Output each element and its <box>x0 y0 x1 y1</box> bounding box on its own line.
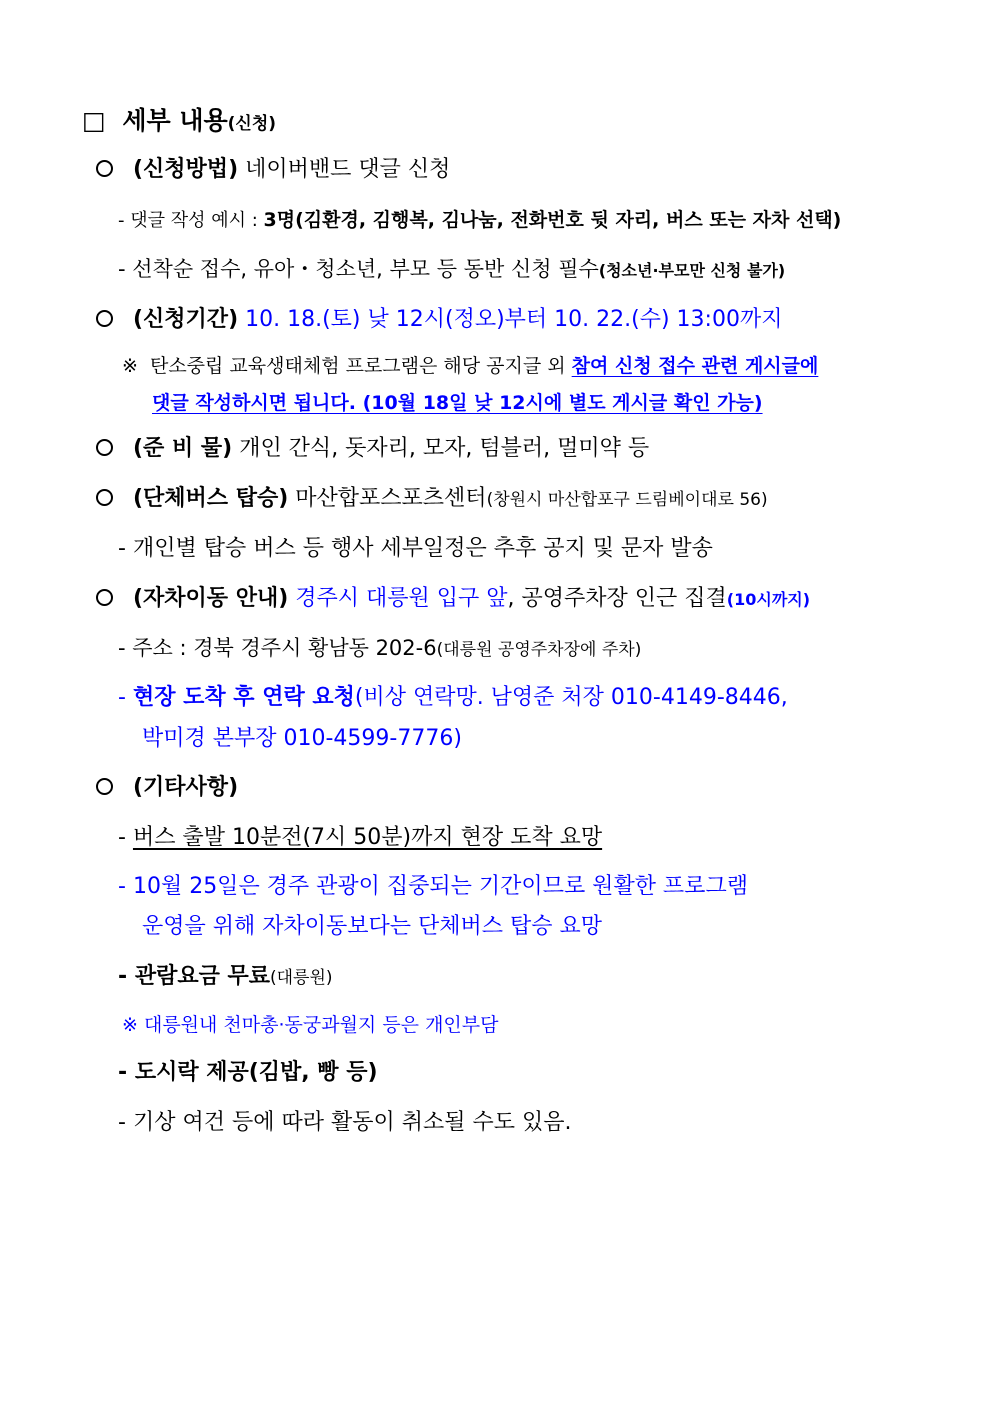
item-text: 10. 18.(토) 낮 12시(정오)부터 10. 22.(수) 13:00까지 <box>245 307 783 332</box>
item-label: (자차이동 안내) <box>133 586 289 611</box>
sub-item-weather <box>118 1110 571 1136</box>
sub-item-tourism-cont: 운영을 위해 자차이동보다는 단체버스 탑승 요망 <box>142 914 603 939</box>
heading-title: 세부 내용 <box>122 106 228 135</box>
note-link-part1: 참여 신청 접수 관련 게시글에 <box>571 355 819 377</box>
sub-text: 관람요금 무료 <box>134 964 270 989</box>
item-text: 네이버밴드 댓글 신청 <box>245 157 451 182</box>
sub-suffix: (대릉원) <box>269 968 333 988</box>
item-other <box>96 775 238 801</box>
dash: - <box>118 964 128 989</box>
dash: - <box>118 1110 126 1135</box>
item-label: (기타사항) <box>133 775 239 800</box>
sub-item-admission <box>118 964 333 990</box>
dash: - <box>118 685 126 710</box>
item-self-drive <box>96 586 810 612</box>
heading-suffix: (신청) <box>227 114 277 134</box>
item-supplies <box>96 436 649 462</box>
dash: - <box>118 536 126 561</box>
circle-bullet-icon <box>96 489 113 506</box>
sub-text: 10월 25일은 경주 관광이 집중되는 기간이므로 원활한 프로그램 <box>132 874 748 899</box>
sub-suffix: (대릉원 공영주차장에 주차) <box>436 640 642 660</box>
sub-text: 개인별 탑승 버스 등 행사 세부일정은 추후 공지 및 문자 발송 <box>132 536 713 561</box>
item-group-bus <box>96 486 768 512</box>
checkbox-glyph: □ <box>82 106 106 135</box>
note-admission: ※ 대릉원내 천마총·동궁과월지 등은 개인부담 <box>122 1014 499 1036</box>
sub-item-tourism <box>118 874 748 900</box>
sub-item-bus-schedule <box>118 536 713 562</box>
sub-text: 3명(김환경, 김행복, 김나눔, 전화번호 뒷 자리, 버스 또는 자차 선택) <box>263 209 842 231</box>
item-application-method <box>96 157 450 183</box>
sub-item-comment-example <box>118 209 841 232</box>
sub-item-address <box>118 636 641 661</box>
sub-text: (비상 연락망. 남영준 처장 010-4149-8446, <box>354 685 788 710</box>
item-text: 개인 간식, 돗자리, 모자, 텀블러, 멀미약 등 <box>239 436 650 461</box>
dash: - <box>118 825 126 850</box>
sub-text: 버스 출발 10분전(7시 50분)까지 현장 도착 요망 <box>132 825 603 850</box>
item-label: (단체버스 탑승) <box>133 486 289 511</box>
item-label: (준 비 물) <box>133 436 233 461</box>
dash: - <box>118 257 126 281</box>
item-label: (신청기간) <box>133 307 239 332</box>
section-heading <box>82 106 276 136</box>
dash: - <box>118 1060 128 1085</box>
dash: - <box>118 210 125 231</box>
sub-item-contact-cont: 박미경 본부장 010-4599-7776) <box>142 726 462 751</box>
sub-item-contact <box>118 685 788 711</box>
note-text: 탄소중립 교육생태체험 프로그램은 해당 공지글 외 <box>149 355 572 377</box>
sub-suffix: (청소년·부모만 신청 불가) <box>598 261 786 280</box>
circle-bullet-icon <box>96 589 113 606</box>
sub-item-first-come <box>118 257 785 282</box>
item-application-period <box>96 307 782 333</box>
sub-prefix: 댓글 작성 예시 : <box>130 210 264 231</box>
item-blue-text: 경주시 대릉원 입구 앞 <box>295 586 508 611</box>
sub-text: 주소 : 경북 경주시 황남동 202-6 <box>132 636 437 660</box>
item-text: , 공영주차장 인근 집결 <box>507 586 727 611</box>
dash: - <box>118 874 126 899</box>
sub-text: 기상 여건 등에 따라 활동이 취소될 수도 있음. <box>132 1110 572 1135</box>
note-link-part2: 댓글 작성하시면 됩니다. (10월 18일 낮 12시에 별도 게시글 확인 가능) <box>152 392 763 414</box>
note-application <box>122 355 818 378</box>
circle-bullet-icon <box>96 310 113 327</box>
item-suffix: (창원시 마산합포구 드림베이대로 56) <box>486 490 768 510</box>
sub-text: 도시락 제공(김밥, 빵 등) <box>134 1060 378 1085</box>
sub-item-lunch <box>118 1060 378 1086</box>
sub-bold-text: 현장 도착 후 연락 요청 <box>132 685 355 710</box>
item-suffix: (10시까지) <box>726 590 811 609</box>
circle-bullet-icon <box>96 160 113 177</box>
sub-text: 선착순 접수, 유아・청소년, 부모 등 동반 신청 필수 <box>132 257 599 281</box>
circle-bullet-icon <box>96 778 113 795</box>
sub-item-bus-departure <box>118 825 602 851</box>
note-mark: ※ <box>122 355 138 377</box>
item-label: (신청방법) <box>133 157 239 182</box>
circle-bullet-icon <box>96 439 113 456</box>
dash: - <box>118 636 126 660</box>
item-text: 마산합포스포츠센터 <box>295 486 487 511</box>
